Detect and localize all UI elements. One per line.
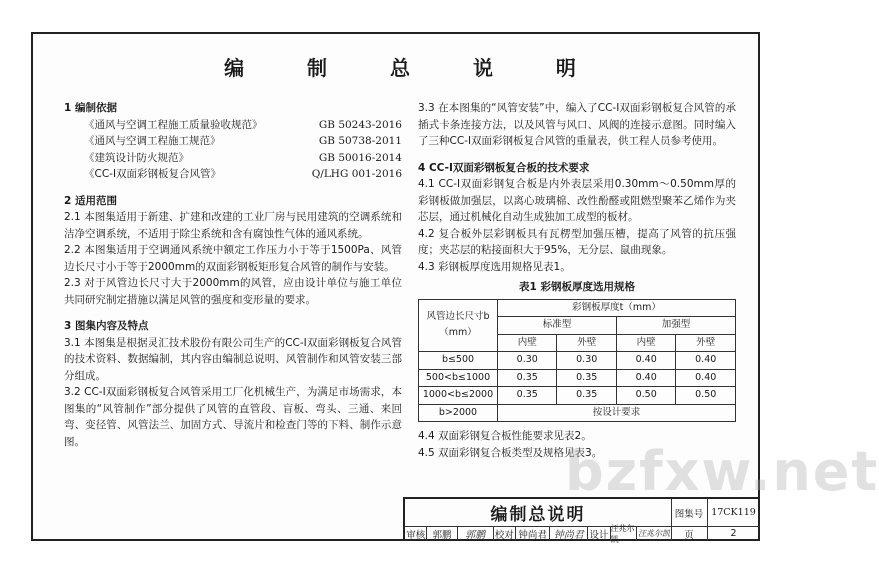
paragraph-3-1: 3.1 本图集是根据灵汇技术股份有限公司生产的CC-I双面彩钢板复合风管的技术资料、数据编制，其内容由编制总说明、风管制作和风管安装三部分组成。 [64, 336, 402, 382]
paragraph-2-3: 2.3 对于风管边长尺寸大于2000mm的风管，应由设计单位与施工单位共同研究制定措施以满足风管的强度和变形量的要求。 [64, 277, 402, 306]
check-signature: 钟尚君 [550, 526, 588, 541]
table-cell: 0.35 [557, 387, 616, 405]
table-cell: 0.40 [616, 352, 675, 370]
table-header-outer: 外壁 [557, 334, 616, 352]
code-row-3 [64, 150, 402, 167]
section-2-heading: 2 适用范围 [64, 194, 117, 207]
table-cell: b>2000 [419, 404, 498, 422]
section-3-heading: 3 图集内容及特点 [64, 320, 149, 332]
thickness-table [418, 299, 736, 423]
table-cell: b≤500 [419, 352, 498, 370]
review-name: 郭鹏 [427, 526, 457, 541]
page-label: 页 [671, 526, 708, 541]
left-column [64, 100, 402, 450]
paragraph-3-3: 3.3 在本图集的“风管安装”中，编入了CC-I双面彩钢板复合风管的承插式卡条连接方法，以及风管与风口、风阀的连接示意图。同时编入了三种CC-I双面彩钢板复合风管的重量表，供工程人员参考使用。 [418, 102, 736, 147]
table-cell: 0.30 [557, 352, 616, 370]
review-signature: 郭鹏 [458, 526, 494, 541]
code-name: 《建筑设计防火规范》 [84, 151, 189, 164]
table-cell: 1000<b≤2000 [419, 387, 498, 405]
watermark: bzfxw.net [565, 440, 879, 503]
code-name: 《CC-I双面彩钢板复合风管》 [84, 168, 222, 180]
paragraph-4-1: 4.1 CC-I双面彩钢复合板是内外表层采用0.30mm～0.50mm厚的彩钢板做加强层，以离心玻璃棉、改性酚醛或阻燃型聚苯乙烯作为夹芯层，通过机械化自动生成独加工成型的板材。 [418, 178, 736, 223]
table-header-outer: 外壁 [676, 334, 736, 352]
paragraph-4-5: 4.5 双面彩钢复合板类型及规格见表3。 [418, 446, 603, 459]
paragraph-3-2: 3.2 CC-I双面彩钢板复合风管采用工厂化机械生产，为满足市场需求，本图集的“风管制作”部分提供了风管的直管段、盲板、弯头、三通、来回弯、变径管、风管法兰、加固方式、导流片和检查门等的下料、制作示意图。 [64, 386, 402, 448]
table-cell: 0.35 [557, 369, 616, 387]
table-row [419, 404, 736, 422]
table-row [419, 352, 736, 370]
atlas-number: 17CK119 [707, 499, 760, 527]
atlas-number-label: 图集号 [671, 499, 708, 527]
code-name: 《通风与空调工程施工规范》 [84, 135, 221, 147]
paragraph-2-2: 2.2 本图集适用于空调通风系统中额定工作压力小于等于1500Pa、风管边长尺寸小于等于2000mm的双面彩钢板矩形复合风管的制作与安装。 [64, 244, 402, 273]
code-row-4 [64, 166, 402, 183]
table-header-reinforced: 加强型 [616, 317, 735, 335]
table-header-thickness: 彩钢板厚度t（mm） [498, 299, 736, 317]
table-cell: 0.35 [498, 369, 557, 387]
table-cell: 0.50 [616, 387, 675, 405]
table-header-inner: 内壁 [498, 334, 557, 352]
review-label: 审核 [405, 526, 427, 541]
paragraph-4-2: 4.2 复合板外层彩钢板具有瓦楞型加强压槽，提高了风管的抗压强度；夹芯层的粘接面积大于95%，无分层、鼠曲现象。 [418, 227, 736, 256]
check-name: 钟尚君 [516, 526, 550, 541]
design-signature: 汪兆尔凯 [637, 529, 670, 538]
table-cell: 0.40 [616, 369, 675, 387]
table-row [419, 387, 736, 405]
code-row-2 [64, 133, 402, 150]
code-name: 《通风与空调工程施工质量验收规范》 [84, 118, 263, 131]
table-1-title: 表1 彩钢板厚度选用规格 [519, 281, 635, 293]
table-cell: 0.35 [498, 387, 557, 405]
design-name: 汪兆尔凯 [611, 526, 637, 541]
page-number: 2 [730, 528, 737, 539]
table-cell: 0.40 [676, 369, 736, 387]
paragraph-4-3: 4.3 彩钢板厚度选用规格见表1。 [418, 260, 571, 273]
page-title: 编 制 总 说 明 [224, 56, 604, 80]
code-number: GB 50738-2011 [318, 135, 402, 147]
table-cell: 500<b≤1000 [419, 369, 498, 387]
table-row [419, 369, 736, 387]
code-row-1 [64, 117, 402, 134]
table-header-size: 风管边长尺寸b（mm） [419, 299, 498, 352]
section-1-heading: 1 编制依据 [64, 102, 117, 114]
table-cell: 0.40 [676, 352, 736, 370]
table-cell: 0.30 [498, 352, 557, 370]
design-label: 设计 [588, 526, 610, 541]
table-header-inner: 内壁 [616, 334, 675, 352]
table-header-standard: 标准型 [498, 317, 617, 335]
signature-row [405, 523, 672, 544]
title-block-name: 编制总说明 [405, 499, 672, 527]
check-label: 校对 [494, 526, 516, 541]
paragraph-2-1: 2.1 本图集适用于新建、扩建和改建的工业厂房与民用建筑的空调系统和洁净空调系统，不适用于除尘系统和含有腐蚀性气体的通风系统。 [64, 211, 402, 240]
section-4-heading: 4 CC-I双面彩钢板复合板的技术要求 [418, 161, 590, 174]
table-cell: 0.50 [676, 387, 736, 405]
paragraph-4-4: 4.4 双面彩钢复合板性能要求见表2。 [418, 430, 592, 442]
code-number: Q/LHG 001-2016 [311, 168, 402, 180]
code-number: GB 50016-2014 [318, 151, 402, 164]
code-number: GB 50243-2016 [318, 118, 402, 131]
right-column [418, 100, 736, 461]
title-block [403, 497, 760, 544]
table-cell: 按设计要求 [498, 404, 736, 422]
